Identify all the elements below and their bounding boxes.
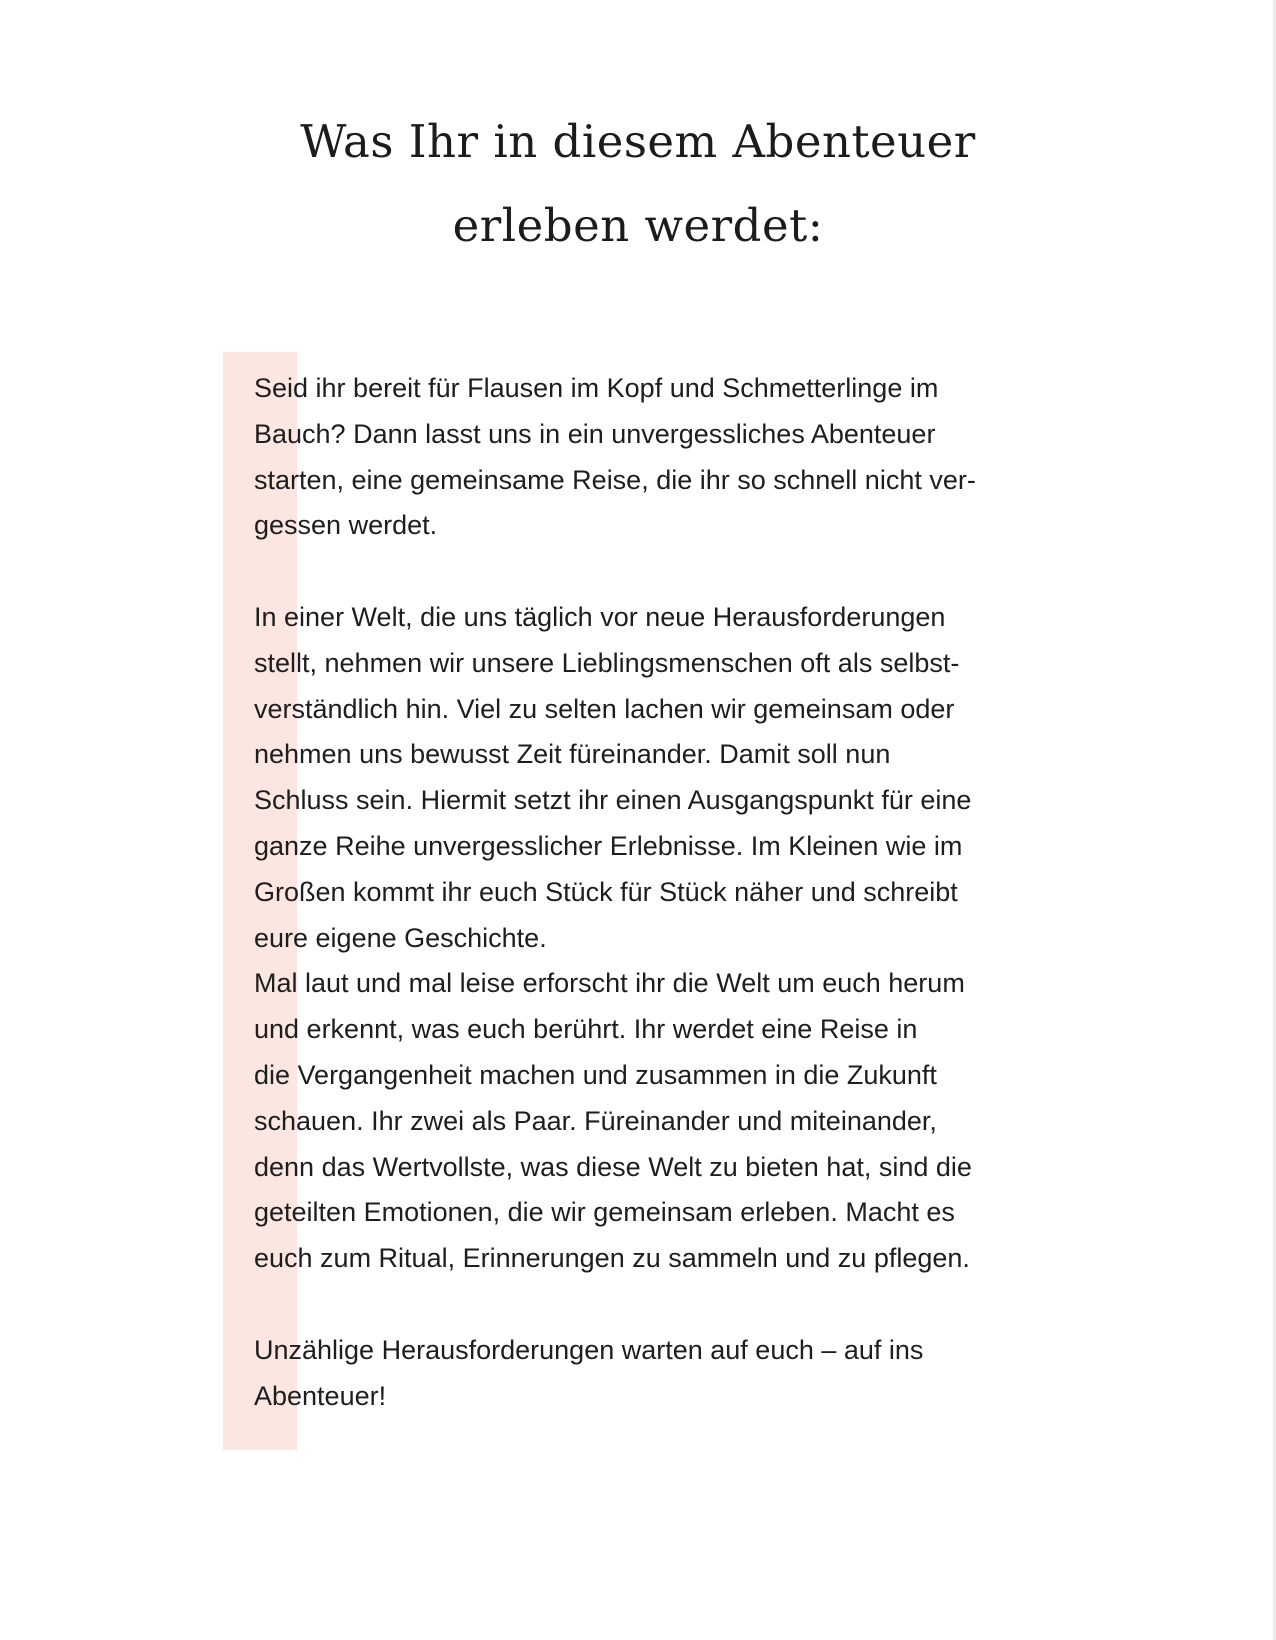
title-line-1: Was Ihr in diesem Abenteuer xyxy=(300,115,976,168)
text-line: Großen kommt ihr euch Stück für Stück näher und schreibt xyxy=(254,876,958,907)
text-line: denn das Wertvollste, was diese Welt zu bieten hat, sind die xyxy=(254,1151,972,1182)
page-title xyxy=(0,100,1276,268)
text-line: eure eigene Geschichte. xyxy=(254,922,547,953)
text-line: Schluss sein. Hiermit setzt ihr einen Ausgangspunkt für eine xyxy=(254,785,972,816)
text-line: stellt, nehmen wir unsere Lieblingsmenschen oft als selbst- xyxy=(254,647,960,678)
text-line: nehmen uns bewusst Zeit füreinander. Damit soll nun xyxy=(254,739,891,770)
text-line: Abenteuer! xyxy=(254,1380,387,1411)
text-line: gessen werdet. xyxy=(254,510,438,541)
text-line: euch zum Ritual, Erinnerungen zu sammeln und zu pflegen. xyxy=(254,1243,970,1274)
paragraph xyxy=(254,595,1154,961)
text-line: Unzählige Herausforderungen warten auf euch – auf ins xyxy=(254,1334,924,1365)
text-line: Mal laut und mal leise erforscht ihr die Welt um euch herum xyxy=(254,968,965,999)
text-line: geteilten Emotionen, die wir gemeinsam erleben. Macht es xyxy=(254,1197,955,1228)
text-line: die Vergangenheit machen und zusammen in die Zukunft xyxy=(254,1059,937,1090)
text-line: Bauch? Dann lasst uns in ein unvergessliches Abenteuer xyxy=(254,418,936,449)
title-line-2: erleben werdet: xyxy=(452,199,824,252)
paragraph xyxy=(254,961,1154,1282)
text-line: In einer Welt, die uns täglich vor neue Herausforderungen xyxy=(254,601,946,632)
text-line: und erkennt, was euch berührt. Ihr werdet eine Reise in xyxy=(254,1014,918,1045)
body-text xyxy=(254,366,1154,1465)
text-line: verständlich hin. Viel zu selten lachen wir gemeinsam oder xyxy=(254,693,955,724)
paragraph xyxy=(254,1328,1154,1420)
text-line: starten, eine gemeinsame Reise, die ihr so schnell nicht ver- xyxy=(254,464,976,495)
text-line: schauen. Ihr zwei als Paar. Füreinander und miteinander, xyxy=(254,1105,937,1136)
text-line: Seid ihr bereit für Flausen im Kopf und Schmetterlinge im xyxy=(254,373,939,403)
paragraph xyxy=(254,366,1154,549)
text-line: ganze Reihe unvergesslicher Erlebnisse. Im Kleinen wie im xyxy=(254,830,963,861)
